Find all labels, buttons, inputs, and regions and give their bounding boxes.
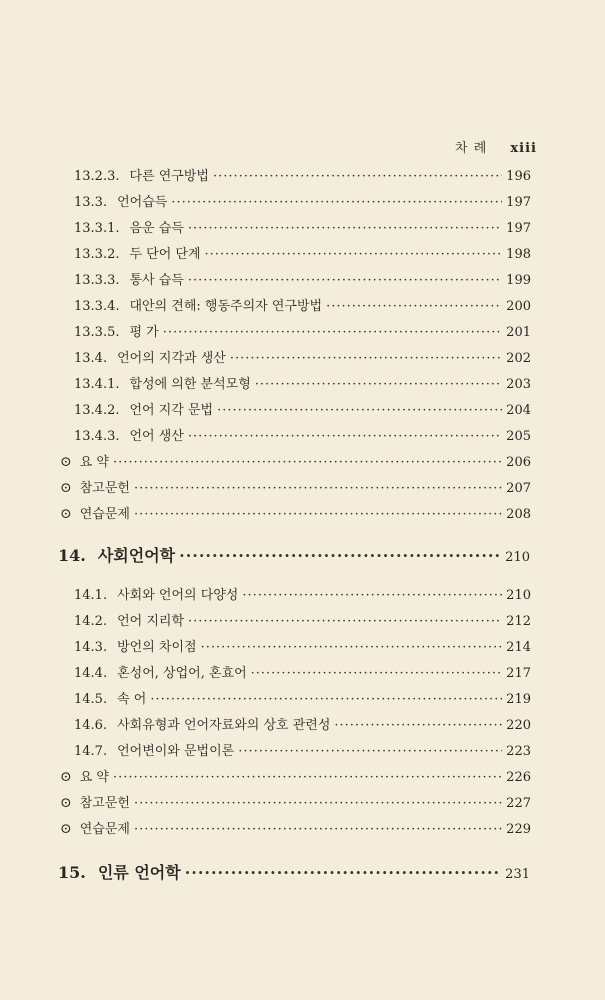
dot-leader bbox=[113, 770, 502, 785]
entry-page-number: 219 bbox=[506, 692, 531, 707]
entry-number: 15. bbox=[58, 863, 86, 882]
dot-leader bbox=[163, 325, 502, 340]
entry-number: 14.1. bbox=[74, 588, 108, 603]
entry-page-number: 201 bbox=[506, 325, 531, 340]
section-entry bbox=[0, 662, 605, 688]
entry-label: 통사 습득 bbox=[129, 273, 184, 288]
dot-leader bbox=[134, 796, 502, 811]
entry-number: 13.3.1. bbox=[74, 221, 120, 236]
entry-label: 음운 습득 bbox=[129, 221, 184, 236]
entry-label: 언어습득 bbox=[117, 195, 168, 210]
entry-number: 14.5. bbox=[74, 692, 108, 707]
section-entry bbox=[0, 295, 605, 321]
entry-label: 사회와 언어의 다양성 bbox=[117, 588, 239, 603]
section-entry bbox=[0, 243, 605, 269]
dot-leader bbox=[113, 455, 502, 470]
entry-label: 합성에 의한 분석모형 bbox=[129, 377, 251, 392]
entry-page-number: 229 bbox=[506, 822, 531, 837]
entry-page-number: 197 bbox=[506, 221, 531, 236]
entry-page-number: 205 bbox=[506, 429, 531, 444]
entry-label: 다른 연구방법 bbox=[129, 169, 209, 184]
entry-page-number: 196 bbox=[506, 169, 531, 184]
section-entry bbox=[0, 165, 605, 191]
entry-number: 13.3.2. bbox=[74, 247, 120, 262]
section-entry bbox=[0, 321, 605, 347]
dot-leader bbox=[134, 507, 502, 522]
dot-leader bbox=[185, 863, 501, 882]
dot-leader bbox=[213, 169, 502, 184]
entry-page-number: 197 bbox=[506, 195, 531, 210]
entry-number: 13.3.5. bbox=[74, 325, 120, 340]
entry-page-number: 212 bbox=[506, 614, 531, 629]
appendix-entry bbox=[0, 503, 605, 529]
section-entry bbox=[0, 714, 605, 740]
section-entry bbox=[0, 610, 605, 636]
entry-label: 참고문헌 bbox=[79, 796, 130, 811]
entry-page-number: 198 bbox=[506, 247, 531, 262]
chapter-entry bbox=[0, 543, 605, 569]
entry-label: 요 약 bbox=[79, 770, 109, 785]
entry-label: 방언의 차이점 bbox=[117, 640, 197, 655]
dot-leader bbox=[188, 614, 502, 629]
entry-page-number: 202 bbox=[506, 351, 531, 366]
appendix-entry bbox=[0, 477, 605, 503]
section-entry bbox=[0, 740, 605, 766]
entry-label: 언어 지리학 bbox=[117, 614, 185, 629]
dot-leader bbox=[334, 718, 502, 733]
entry-number: 13.2.3. bbox=[74, 169, 120, 184]
dot-leader bbox=[150, 692, 502, 707]
dot-leader bbox=[188, 273, 502, 288]
section-entry bbox=[0, 347, 605, 373]
dot-leader bbox=[326, 299, 502, 314]
entry-number: 13.4. bbox=[74, 351, 108, 366]
entry-label: 평 가 bbox=[129, 325, 159, 340]
entry-page-number: 204 bbox=[506, 403, 531, 418]
appendix-entry bbox=[0, 818, 605, 844]
dot-leader bbox=[188, 221, 502, 236]
section-entry bbox=[0, 636, 605, 662]
entry-label: 인류 언어학 bbox=[97, 863, 181, 882]
bullet-icon: ⊙ bbox=[60, 454, 72, 470]
entry-page-number: 227 bbox=[506, 796, 531, 811]
dot-leader bbox=[201, 640, 503, 655]
dot-leader bbox=[255, 377, 502, 392]
dot-leader bbox=[179, 546, 501, 565]
entry-number: 13.3.4. bbox=[74, 299, 120, 314]
entry-number: 13.4.3. bbox=[74, 429, 120, 444]
dot-leader bbox=[242, 588, 502, 603]
entry-label: 언어변이와 문법이론 bbox=[117, 744, 235, 759]
entry-page-number: 210 bbox=[506, 588, 531, 603]
entry-page-number: 208 bbox=[506, 507, 531, 522]
section-entry bbox=[0, 191, 605, 217]
dot-leader bbox=[238, 744, 502, 759]
section-entry bbox=[0, 688, 605, 714]
header-page-number: xiii bbox=[510, 141, 537, 156]
entry-label: 참고문헌 bbox=[79, 481, 130, 496]
entry-page-number: 220 bbox=[506, 718, 531, 733]
entry-number: 14.6. bbox=[74, 718, 108, 733]
entry-label: 속 어 bbox=[117, 692, 147, 707]
section-entry bbox=[0, 217, 605, 243]
dot-leader bbox=[134, 481, 502, 496]
entry-number: 14. bbox=[58, 546, 86, 565]
entry-label: 대안의 견해: 행동주의자 연구방법 bbox=[129, 299, 323, 314]
entry-page-number: 223 bbox=[506, 744, 531, 759]
dot-leader bbox=[251, 666, 503, 681]
entry-number: 14.2. bbox=[74, 614, 108, 629]
entry-number: 13.3.3. bbox=[74, 273, 120, 288]
entry-number: 14.3. bbox=[74, 640, 108, 655]
entry-label: 두 단어 단계 bbox=[129, 247, 201, 262]
entry-page-number: 231 bbox=[505, 867, 530, 882]
bullet-icon: ⊙ bbox=[60, 480, 72, 496]
running-header bbox=[455, 137, 537, 156]
entry-page-number: 206 bbox=[506, 455, 531, 470]
section-entry bbox=[0, 399, 605, 425]
entry-label: 요 약 bbox=[79, 455, 109, 470]
dot-leader bbox=[217, 403, 502, 418]
entry-number: 13.4.2. bbox=[74, 403, 120, 418]
dot-leader bbox=[205, 247, 503, 262]
appendix-entry bbox=[0, 766, 605, 792]
entry-label: 연습문제 bbox=[79, 507, 130, 522]
appendix-entry bbox=[0, 792, 605, 818]
entry-page-number: 207 bbox=[506, 481, 531, 496]
entry-number: 13.3. bbox=[74, 195, 108, 210]
entry-label: 언어 생산 bbox=[129, 429, 184, 444]
dot-leader bbox=[171, 195, 502, 210]
entry-label: 사회언어학 bbox=[97, 546, 176, 565]
section-entry bbox=[0, 269, 605, 295]
appendix-entry bbox=[0, 451, 605, 477]
chapter-entry bbox=[0, 860, 605, 886]
entry-number: 14.4. bbox=[74, 666, 108, 681]
entry-page-number: 203 bbox=[506, 377, 531, 392]
dot-leader bbox=[134, 822, 502, 837]
header-title: 차 례 bbox=[455, 141, 488, 156]
entry-label: 언어 지각 문법 bbox=[129, 403, 214, 418]
entry-page-number: 226 bbox=[506, 770, 531, 785]
entry-number: 13.4.1. bbox=[74, 377, 120, 392]
entry-label: 언어의 지각과 생산 bbox=[117, 351, 226, 366]
section-entry bbox=[0, 425, 605, 451]
bullet-icon: ⊙ bbox=[60, 821, 72, 837]
entry-page-number: 217 bbox=[506, 666, 531, 681]
entry-page-number: 214 bbox=[506, 640, 531, 655]
entry-label: 혼성어, 상업어, 혼효어 bbox=[117, 666, 247, 681]
section-entry bbox=[0, 584, 605, 610]
entry-page-number: 200 bbox=[506, 299, 531, 314]
entry-page-number: 210 bbox=[505, 550, 530, 565]
bullet-icon: ⊙ bbox=[60, 506, 72, 522]
bullet-icon: ⊙ bbox=[60, 795, 72, 811]
entry-number: 14.7. bbox=[74, 744, 108, 759]
bullet-icon: ⊙ bbox=[60, 769, 72, 785]
entry-label: 사회유형과 언어자료와의 상호 관련성 bbox=[117, 718, 331, 733]
dot-leader bbox=[188, 429, 502, 444]
entry-label: 연습문제 bbox=[79, 822, 130, 837]
section-entry bbox=[0, 373, 605, 399]
dot-leader bbox=[230, 351, 502, 366]
entry-page-number: 199 bbox=[506, 273, 531, 288]
